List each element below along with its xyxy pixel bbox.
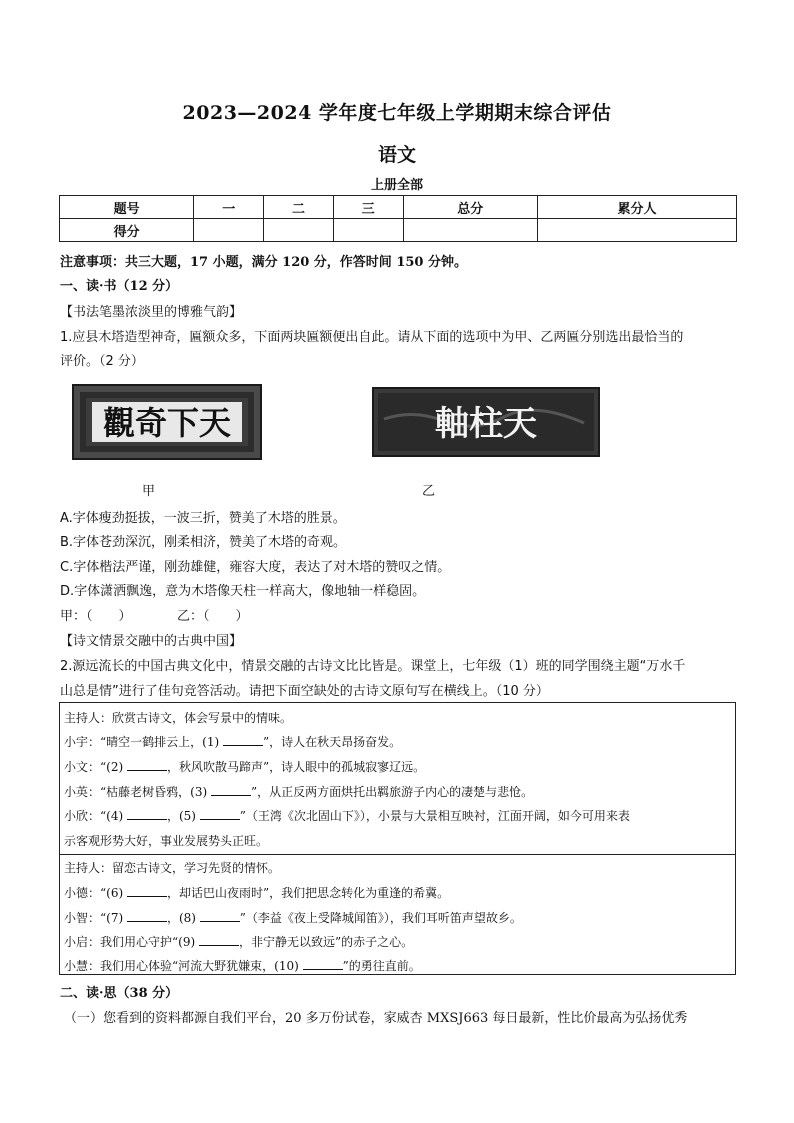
- answer-blank-6[interactable]: [127, 884, 167, 897]
- row-text: 小德：“(6): [64, 886, 127, 900]
- answer-blank-2[interactable]: [127, 758, 167, 771]
- score-header-cell: 累分人: [537, 196, 736, 219]
- box-divider: [60, 854, 735, 855]
- score-table-score-row: [60, 219, 737, 242]
- poetry-dialogue-box: [59, 702, 736, 975]
- sub1-title: 【书法笔墨浓淡里的博雅气韵】: [60, 305, 243, 320]
- box-row-host2: [60, 859, 735, 876]
- option-c: C.字体楷法严谨，刚劲雄健，雍容大度，表达了对木塔的赞叹之情。: [60, 560, 451, 575]
- notice: 注意事项：共三大题，17 小题，满分 120 分，作答时间 150 分钟。: [60, 255, 467, 270]
- box-row-xiaohui: [60, 957, 735, 974]
- score-input-cell[interactable]: [194, 219, 264, 242]
- row-text: ，(8): [166, 911, 200, 925]
- answer-blank-3[interactable]: [211, 783, 251, 796]
- q1-line1: 1.应县木塔造型神奇，匾额众多，下面两块匾额便出自此。请从下面的选项中为甲、乙两匾分别选出最恰当的: [60, 330, 684, 345]
- exam-title: 2023—2024 学年度七年级上学期期末综合评估: [182, 102, 612, 124]
- row-text: ”的勇往直前。: [342, 959, 421, 973]
- row-text: 小启：我们用心守护“(9): [64, 935, 199, 949]
- score-header-cell: 三: [333, 196, 403, 219]
- plaque-jia-svg: [74, 386, 260, 458]
- row-text: ，却话巴山夜雨时”，我们把思念转化为重逢的希冀。: [166, 886, 450, 900]
- score-table: [59, 195, 737, 242]
- row-text: 小欣：“(4): [64, 809, 127, 823]
- row-text: 小宇：“晴空一鹤排云上，(1): [64, 735, 223, 749]
- option-b: B.字体苍劲深沉，刚柔相济，赞美了木塔的奇观。: [60, 535, 347, 550]
- option-a: A.字体瘦劲挺拔，一波三折，赞美了木塔的胜景。: [60, 511, 346, 526]
- q1-line2: 评价。（2 分）: [60, 354, 144, 369]
- score-input-cell[interactable]: [537, 219, 736, 242]
- q2-line2: 山总是情”进行了佳句竞答活动。请把下面空缺处的古诗文原句写在横线上。（10 分）: [60, 684, 549, 699]
- exam-scope: 上册全部: [370, 178, 423, 193]
- plaque-yi-image: [372, 387, 600, 457]
- row-text: ”，诗人在秋天昂扬奋发。: [262, 735, 402, 749]
- score-header-cell: 题号: [60, 196, 194, 219]
- score-header-cell: 一: [194, 196, 264, 219]
- score-input-cell[interactable]: [403, 219, 537, 242]
- q2-line1: 2.源远流长的中国古典文化中，情景交融的古诗文比比皆是。课堂上，七年级（1）班的同学围绕主题“万水千: [60, 659, 686, 674]
- bottom-line: （一）您看到的资料都源自我们平台，20 多万份试卷，家威杏 MXSJ663 每日最新，性比价最高为弘扬优秀: [64, 1011, 688, 1026]
- row-text: ，秋风吹散马蹄声”，诗人眼中的孤城寂寥辽远。: [166, 760, 426, 774]
- score-input-cell[interactable]: [264, 219, 334, 242]
- score-row-label: 得分: [60, 219, 194, 242]
- row-text: 主持人：欣赏古诗文，体会写景中的情味。: [64, 711, 293, 725]
- score-table-header-row: [60, 196, 737, 219]
- answer-blank-5[interactable]: [200, 807, 240, 820]
- row-text: ，(5): [166, 809, 200, 823]
- box-row-xiaoqi: [60, 933, 735, 950]
- row-text: 主持人：留恋古诗文，学习先贤的情怀。: [64, 861, 281, 875]
- box-row-xiaoxin-cont: [60, 832, 735, 849]
- box-row-xiaode: [60, 884, 735, 901]
- box-row-xiaowen: [60, 758, 735, 775]
- row-text: 小智：“(7): [64, 911, 127, 925]
- answer-line[interactable]: 甲：（ ） 乙：（ ）: [60, 609, 249, 624]
- row-text: 小文：“(2): [64, 760, 127, 774]
- row-text: 小英：“枯藤老树昏鸦，(3): [64, 785, 211, 799]
- plaque-jia-image: [72, 384, 262, 460]
- box-row-xiaozhi: [60, 909, 735, 926]
- answer-blank-4[interactable]: [127, 807, 167, 820]
- option-d: D.字体潇洒飘逸，意为木塔像天柱一样高大，像地轴一样稳固。: [60, 584, 426, 599]
- section2-title: 二、读·思（38 分）: [60, 986, 179, 1001]
- sub2-title: 【诗文情景交融中的古典中国】: [60, 634, 243, 649]
- plaque-yi-svg: [374, 389, 598, 455]
- box-row-xiaoyu: [60, 733, 735, 750]
- score-header-cell: 二: [264, 196, 334, 219]
- subject-title: 语文: [377, 144, 416, 166]
- row-text: 示客观形势大好，事业发展势头正旺。: [64, 834, 269, 848]
- section1-title: 一、读·书（12 分）: [60, 279, 179, 294]
- answer-blank-1[interactable]: [223, 733, 263, 746]
- row-text: ，非宁静无以致远”的赤子之心。: [238, 935, 414, 949]
- plaque-jia-label: 甲: [142, 484, 156, 499]
- answer-blank-9[interactable]: [199, 933, 239, 946]
- plaque-yi-label: 乙: [422, 484, 436, 499]
- box-row-xiaoxin: [60, 807, 735, 824]
- row-text: ”（王湾《次北固山下》），小景与大景相互映衬，江面开阔，如今可用来表: [239, 809, 630, 823]
- row-text: ”，从正反两方面烘托出羁旅游子内心的凄楚与悲怆。: [250, 785, 534, 799]
- answer-blank-10[interactable]: [303, 957, 343, 970]
- box-row-xiaoying: [60, 783, 735, 800]
- score-input-cell[interactable]: [333, 219, 403, 242]
- plaque-jia-text: 觀奇下天: [102, 404, 232, 442]
- plaque-yi-text: 軸柱天: [435, 404, 537, 444]
- score-header-cell: 总分: [403, 196, 537, 219]
- box-row-host1: [60, 709, 735, 726]
- answer-blank-8[interactable]: [200, 909, 240, 922]
- row-text: ”（李益《夜上受降城闻笛》），我们耳听笛声望故乡。: [239, 911, 522, 925]
- row-text: 小慧：我们用心体验“河流大野犹嫌束，(10): [64, 959, 303, 973]
- answer-blank-7[interactable]: [127, 909, 167, 922]
